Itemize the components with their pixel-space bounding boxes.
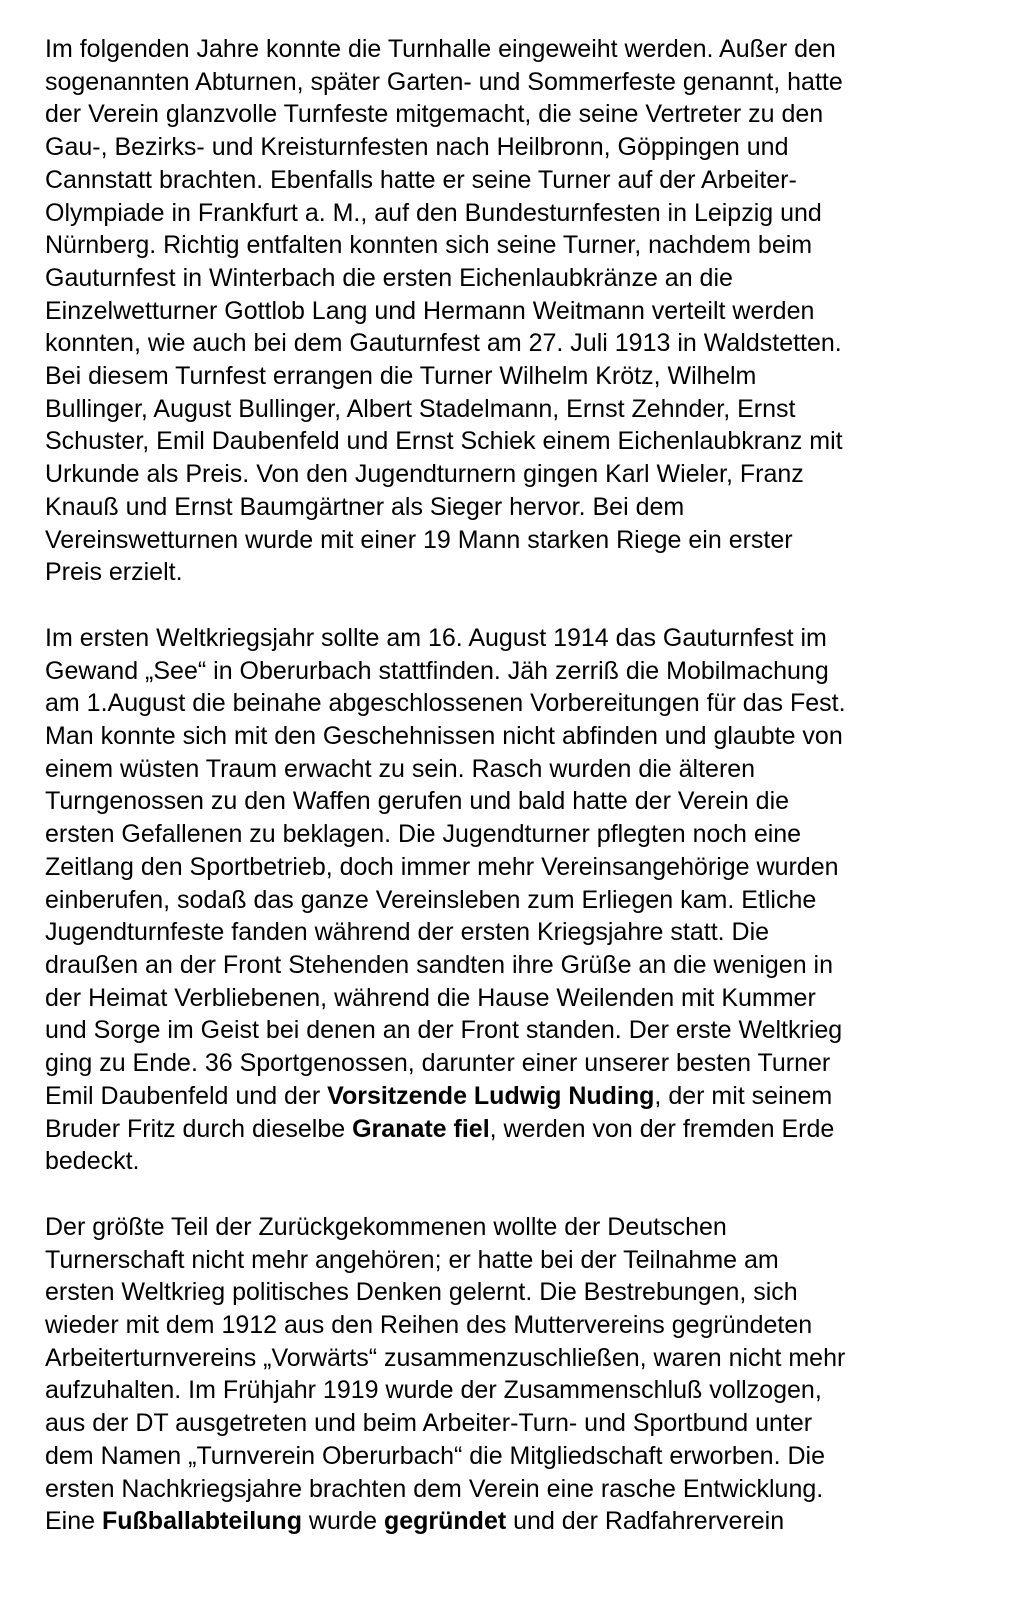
- text-line: einberufen, sodaß das ganze Vereinsleben zum Erliegen kam. Etliche: [45, 885, 817, 914]
- text-line: Nürnberg. Richtig entfalten konnten sich seine Turner, nachdem beim: [45, 231, 813, 260]
- text-line: [45, 1505, 1005, 1538]
- text-line: Jugendturnfeste fanden während der ersten Kriegsjahre statt. Die: [45, 918, 770, 947]
- text-line: [45, 1080, 1005, 1113]
- text-line: ersten Gefallenen zu beklagen. Die Jugendturner pflegten noch eine: [45, 820, 802, 849]
- text-line: ersten Weltkrieg politisches Denken gelernt. Die Bestrebungen, sich: [45, 1278, 798, 1307]
- bold-text: gegründet: [383, 1507, 507, 1536]
- text-line: Der größte Teil der Zurückgekommenen wollte der Deutschen: [45, 1212, 727, 1241]
- text-line: der Verein glanzvolle Turnfeste mitgemacht, die seine Vertreter zu den: [45, 100, 824, 129]
- text-line: wieder mit dem 1912 aus den Reihen des Muttervereins gegründeten: [45, 1311, 813, 1340]
- text-run: und der Radfahrerverein: [506, 1507, 785, 1536]
- text-line: Vereinswetturnen wurde mit einer 19 Mann starken Riege ein erster: [45, 525, 793, 554]
- text-line: Gauturnfest in Winterbach die ersten Eichenlaubkränze an die: [45, 263, 733, 292]
- text-run: wurde: [301, 1507, 384, 1536]
- text-line: sogenannten Abturnen, später Garten- und Sommerfeste genannt, hatte: [45, 67, 843, 96]
- text-line: [45, 1113, 1005, 1146]
- text-line: bedeckt.: [45, 1147, 140, 1176]
- text-line: Arbeiterturnvereins „Vorwärts“ zusammenzuschließen, waren nicht mehr: [45, 1343, 846, 1372]
- paragraph-1: [45, 33, 1005, 589]
- text-line: und Sorge im Geist bei denen an der Front standen. Der erste Weltkrieg: [45, 1016, 843, 1045]
- text-line: Turngenossen zu den Waffen gerufen und bald hatte der Verein die: [45, 787, 790, 816]
- text-line: Knauß und Ernst Baumgärtner als Sieger hervor. Bei dem: [45, 492, 685, 521]
- text-line: Cannstatt brachten. Ebenfalls hatte er seine Turner auf der Arbeiter-: [45, 165, 797, 194]
- paragraph-3: [45, 1211, 1005, 1538]
- text-run: Bruder Fritz durch dieselbe: [45, 1114, 353, 1143]
- text-line: Im folgenden Jahre konnte die Turnhalle eingeweiht werden. Außer den: [45, 35, 836, 63]
- text-line: konnten, wie auch bei dem Gauturnfest am 27. Juli 1913 in Waldstetten.: [45, 329, 842, 358]
- bold-text: Vorsitzende Ludwig Nuding: [327, 1081, 655, 1110]
- document-page: [45, 33, 1005, 1538]
- text-line: Gewand „See“ in Oberurbach stattfinden. Jäh zerriß die Mobilmachung: [45, 656, 829, 685]
- text-run: Emil Daubenfeld und der: [45, 1081, 328, 1110]
- text-line: einem wüsten Traum erwacht zu sein. Rasch wurden die älteren: [45, 754, 756, 783]
- text-line: Bullinger, August Bullinger, Albert Stadelmann, Ernst Zehnder, Ernst: [45, 394, 796, 423]
- text-line: ersten Nachkriegsjahre brachten dem Verein eine rasche Entwicklung.: [45, 1474, 824, 1503]
- text-line: Man konnte sich mit den Geschehnissen nicht abfinden und glaubte von: [45, 722, 843, 751]
- text-line: draußen an der Front Stehenden sandten ihre Grüße an die wenigen in: [45, 950, 834, 979]
- text-line: Zeitlang den Sportbetrieb, doch immer mehr Vereinsangehörige wurden: [45, 852, 839, 881]
- text-run: Eine: [45, 1507, 102, 1536]
- text-line: dem Namen „Turnverein Oberurbach“ die Mitgliedschaft erworben. Die: [45, 1441, 825, 1470]
- text-line: aus der DT ausgetreten und beim Arbeiter-Turn- und Sportbund unter: [45, 1409, 813, 1438]
- text-line: Preis erzielt.: [45, 558, 183, 587]
- text-line: Bei diesem Turnfest errangen die Turner Wilhelm Krötz, Wilhelm: [45, 362, 757, 391]
- text-line: der Heimat Verbliebenen, während die Hause Weilenden mit Kummer: [45, 983, 816, 1012]
- text-line: Im ersten Weltkriegsjahr sollte am 16. August 1914 das Gauturnfest im: [45, 623, 827, 652]
- text-line: Gau-, Bezirks- und Kreisturnfesten nach Heilbronn, Göppingen und: [45, 133, 789, 162]
- bold-text: Fußballabteilung: [101, 1507, 302, 1536]
- text-line: Einzelwetturner Gottlob Lang und Hermann Weitmann verteilt werden: [45, 296, 815, 325]
- text-line: am 1.August die beinahe abgeschlossenen Vorbereitungen für das Fest.: [45, 689, 846, 718]
- text-line: Schuster, Emil Daubenfeld und Ernst Schiek einem Eichenlaubkranz mit: [45, 427, 843, 456]
- text-run: , der mit seinem: [654, 1081, 833, 1110]
- text-line: Turnerschaft nicht mehr angehören; er hatte bei der Teilnahme am: [45, 1245, 779, 1274]
- text-run: , werden von der fremden Erde: [489, 1114, 835, 1143]
- text-line: aufzuhalten. Im Frühjahr 1919 wurde der Zusammenschluß vollzogen,: [45, 1376, 822, 1405]
- text-line: Olympiade in Frankfurt a. M., auf den Bundesturnfesten in Leipzig und: [45, 198, 822, 227]
- text-line: Urkunde als Preis. Von den Jugendturnern gingen Karl Wieler, Franz: [45, 460, 804, 489]
- bold-text: Granate fiel: [352, 1114, 490, 1143]
- text-line: ging zu Ende. 36 Sportgenossen, darunter einer unserer besten Turner: [45, 1049, 831, 1078]
- paragraph-2: [45, 622, 1005, 1178]
